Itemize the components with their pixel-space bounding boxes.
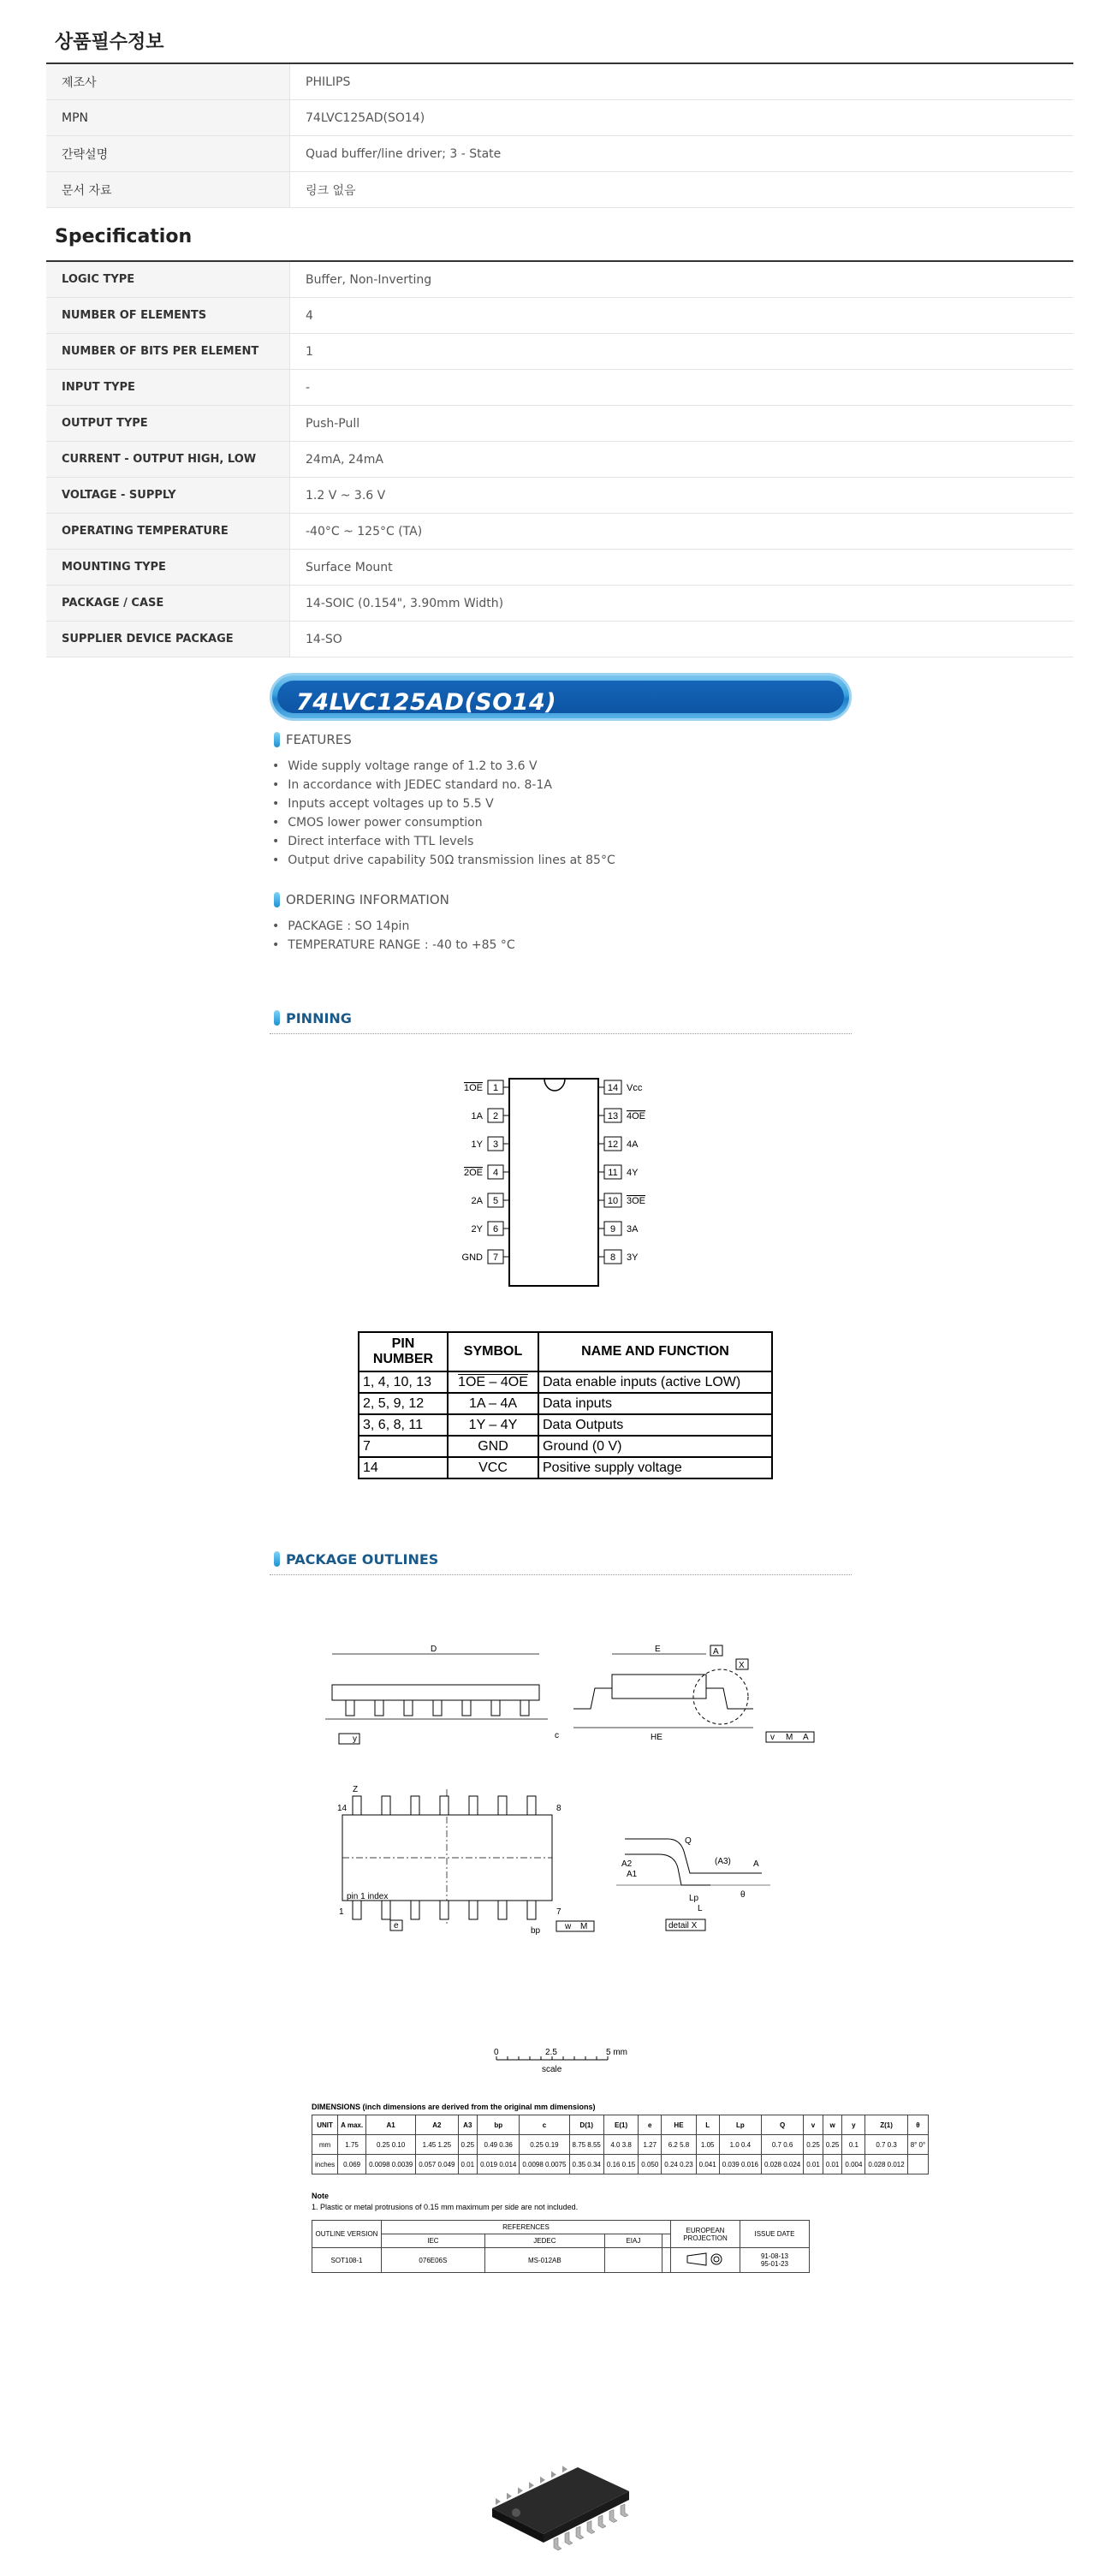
- label-n14: 14: [337, 1804, 348, 1813]
- label-x: X: [739, 1661, 745, 1670]
- info-value: 링크 없음: [290, 172, 1074, 208]
- pin-num-right: 10: [607, 1196, 619, 1206]
- feature-item: • Output drive capability 50Ω transmission lines at 85°C: [272, 851, 615, 870]
- chip-package-illustration: [484, 2457, 638, 2555]
- projection-icon: [684, 2252, 727, 2267]
- dim-cell: 0.004: [842, 2155, 865, 2174]
- top-lead-upper: [527, 1796, 536, 1815]
- label-a-detail: A: [753, 1859, 759, 1869]
- label-a-ref: A: [803, 1733, 809, 1742]
- top-lead-upper: [469, 1796, 478, 1815]
- pin-table-row: [359, 1393, 772, 1414]
- info-label: 제조사: [46, 63, 290, 100]
- spec-label: MOUNTING TYPE: [46, 550, 290, 586]
- label-pin1: pin 1 index: [347, 1892, 389, 1901]
- label-e-dim: E: [655, 1645, 661, 1654]
- ordering-item: • PACKAGE : SO 14pin: [272, 917, 515, 936]
- pin-name-right: Vcc: [627, 1083, 643, 1093]
- label-n8: 8: [556, 1804, 561, 1813]
- function-cell: Ground (0 V): [538, 1436, 772, 1457]
- dim-cell: A2: [416, 2115, 458, 2135]
- dim-cell: E(1): [603, 2115, 638, 2135]
- dim-cell: 0.01: [823, 2155, 842, 2174]
- pin-table-row: [359, 1457, 772, 1478]
- pin-name-left: 1A: [471, 1111, 483, 1121]
- info-row: [46, 172, 1073, 208]
- chip-leg-back: [507, 2493, 512, 2500]
- dim-cell: 0.7 0.3: [865, 2135, 907, 2155]
- pin-table-row: [359, 1371, 772, 1393]
- dim-cell: D(1): [569, 2115, 603, 2135]
- spec-row: [46, 442, 1073, 478]
- label-a2: A2: [621, 1859, 633, 1869]
- spec-value: 1.2 V ~ 3.6 V: [290, 478, 1074, 514]
- label-a3: (A3): [715, 1857, 731, 1866]
- side-lead: [462, 1700, 471, 1716]
- dim-cell: 0.01: [804, 2155, 823, 2174]
- top-lead-upper: [498, 1796, 507, 1815]
- pin-number-header: PIN NUMBER: [359, 1332, 448, 1371]
- info-value: Quad buffer/line driver; 3 - State: [290, 136, 1074, 172]
- chip-leg-back: [562, 2466, 567, 2472]
- pin-number-cell: 1, 4, 10, 13: [359, 1371, 448, 1393]
- ordering-item: • TEMPERATURE RANGE : -40 to +85 °C: [272, 936, 515, 955]
- spec-label: PACKAGE / CASE: [46, 586, 290, 622]
- detail-lead-bottom: [625, 1854, 710, 1885]
- pin-name-left: 2A: [471, 1196, 483, 1206]
- feature-item: • Wide supply voltage range of 1.2 to 3.6 V: [272, 757, 615, 776]
- function-cell: Data inputs: [538, 1393, 772, 1414]
- ordering-pill-icon: [274, 892, 280, 907]
- pin-num-right: 11: [608, 1168, 618, 1178]
- label-theta: θ: [740, 1890, 746, 1900]
- label-w: w: [565, 1922, 572, 1931]
- pin-name-right: 3Y: [627, 1252, 639, 1263]
- dim-row: [312, 2115, 929, 2135]
- dim-cell: A1: [366, 2115, 416, 2135]
- pin-num-right: 13: [607, 1111, 619, 1121]
- label-v: v: [770, 1733, 775, 1742]
- label-detail-x: detail X: [668, 1921, 698, 1931]
- info-value: PHILIPS: [290, 63, 1074, 100]
- chip-leg-back: [529, 2482, 534, 2489]
- dim-cell: 0.25: [804, 2135, 823, 2155]
- top-lead-upper: [382, 1796, 390, 1815]
- spec-value: -: [290, 370, 1074, 406]
- dim-cell: Q: [761, 2115, 803, 2135]
- outlines-heading: PACKAGE OUTLINES: [286, 1551, 439, 1568]
- top-lead-lower: [353, 1901, 361, 1919]
- dim-cell: A3: [458, 2115, 478, 2135]
- info-label: MPN: [46, 100, 290, 136]
- spec-value: 14-SO: [290, 622, 1074, 657]
- side-lead: [404, 1700, 413, 1716]
- pinning-pill-icon: [274, 1010, 280, 1026]
- label-m: M: [786, 1733, 793, 1742]
- dim-cell: mm: [312, 2135, 338, 2155]
- label-y: y: [353, 1734, 357, 1744]
- top-lead-lower: [469, 1901, 478, 1919]
- symbol-cell: GND: [448, 1436, 538, 1457]
- spec-label: LOGIC TYPE: [46, 261, 290, 298]
- pin-name-right: 4Y: [627, 1168, 639, 1178]
- feature-item: • In accordance with JEDEC standard no. 8-1A: [272, 776, 615, 794]
- ov-header: OUTLINE VERSION: [312, 2221, 382, 2248]
- pin-num-left: 4: [492, 1168, 499, 1178]
- info-value: 74LVC125AD(SO14): [290, 100, 1074, 136]
- pin-num-left: 5: [492, 1196, 499, 1206]
- feature-item: • CMOS lower power consumption: [272, 813, 615, 832]
- tolerance-box-w: [556, 1921, 594, 1931]
- ref-header: REFERENCES: [382, 2221, 671, 2234]
- label-n7: 7: [556, 1907, 561, 1917]
- spec-section-title: Specification: [55, 226, 193, 247]
- dim-cell: L: [696, 2115, 719, 2135]
- label-bp: bp: [531, 1926, 541, 1936]
- dim-cell: 0.25 0.10: [366, 2135, 416, 2155]
- spec-label: OPERATING TEMPERATURE: [46, 514, 290, 550]
- dim-cell: 0.028 0.012: [865, 2155, 907, 2174]
- spec-label: NUMBER OF ELEMENTS: [46, 298, 290, 334]
- dim-cell: 8° 0°: [907, 2135, 929, 2155]
- jedec-value: MS-012AB: [484, 2248, 604, 2273]
- label-l: L: [698, 1904, 703, 1913]
- chip-leg-front: [587, 2521, 595, 2534]
- pin-function-table: [358, 1331, 773, 1479]
- scale-label-mid: 2.5: [545, 2048, 557, 2057]
- chip-leg-front: [576, 2526, 584, 2539]
- pin-num-left: 3: [492, 1139, 499, 1150]
- spec-row: [46, 298, 1073, 334]
- outline-version-table: [312, 2220, 810, 2273]
- ref-blank: [662, 2234, 670, 2248]
- outlines-divider: [270, 1574, 852, 1575]
- symbol-cell: 1Y – 4Y: [448, 1414, 538, 1436]
- label-m2: M: [580, 1922, 588, 1931]
- label-z: Z: [353, 1785, 359, 1794]
- dim-cell: 0.0098 0.0075: [520, 2155, 569, 2174]
- top-lead-lower: [411, 1901, 419, 1919]
- spec-label: CURRENT - OUTPUT HIGH, LOW: [46, 442, 290, 478]
- pin-name-left: 2Y: [471, 1224, 483, 1234]
- chip-pin1-dot: [512, 2508, 520, 2517]
- dim-title: DIMENSIONS (inch dimensions are derived from the original mm dimensions): [312, 2103, 596, 2111]
- info-label: 문서 자료: [46, 172, 290, 208]
- label-datum-a: A: [713, 1647, 719, 1657]
- end-lead-left: [573, 1688, 612, 1709]
- dim-cell: [907, 2155, 929, 2174]
- pinning-divider: [270, 1033, 852, 1034]
- dim-cell: θ: [907, 2115, 929, 2135]
- pin-num-right: 8: [609, 1252, 616, 1263]
- features-list: [272, 757, 615, 870]
- side-lead: [520, 1700, 529, 1716]
- note-text: 1. Plastic or metal protrusions of 0.15 mm maximum per side are not included.: [312, 2203, 579, 2211]
- right-pins-group: [598, 1080, 645, 1264]
- info-label: 간략설명: [46, 136, 290, 172]
- jedec-header: JEDEC: [484, 2234, 604, 2248]
- spec-value: 1: [290, 334, 1074, 370]
- pinning-heading: PINNING: [286, 1010, 352, 1026]
- dim-cell: 0.050: [639, 2155, 662, 2174]
- dim-cell: 1.75: [338, 2135, 366, 2155]
- top-lead-lower: [382, 1901, 390, 1919]
- projection-symbol: [671, 2248, 740, 2273]
- dim-cell: inches: [312, 2155, 338, 2174]
- pin-name-right: 3A: [627, 1224, 639, 1234]
- function-cell: Data Outputs: [538, 1414, 772, 1436]
- pin-name-right: 4OE: [627, 1111, 646, 1121]
- pin-number-cell: 2, 5, 9, 12: [359, 1393, 448, 1414]
- info-row: [46, 63, 1073, 100]
- dim-cell: 6.2 5.8: [662, 2135, 696, 2155]
- date-value: [740, 2248, 810, 2273]
- dim-cell: 1.27: [639, 2135, 662, 2155]
- top-lead-upper: [353, 1796, 361, 1815]
- side-lead: [491, 1700, 500, 1716]
- pin-num-right: 9: [609, 1224, 616, 1234]
- spec-row: [46, 550, 1073, 586]
- pin-number-cell: 7: [359, 1436, 448, 1457]
- info-table: [46, 62, 1073, 208]
- scale-label-0: 0: [494, 2048, 499, 2057]
- dim-cell: Z(1): [865, 2115, 907, 2135]
- spec-label: SUPPLIER DEVICE PACKAGE: [46, 622, 290, 657]
- top-lead-lower: [440, 1901, 449, 1919]
- spec-label: VOLTAGE - SUPPLY: [46, 478, 290, 514]
- top-lead-lower: [498, 1901, 507, 1919]
- info-section-title: 상품필수정보: [55, 32, 164, 53]
- label-d: D: [431, 1645, 437, 1654]
- eiaj-value: [604, 2248, 662, 2273]
- dimensions-table: [312, 2115, 929, 2174]
- spec-table: [46, 260, 1073, 657]
- dim-cell: 1.45 1.25: [416, 2135, 458, 2155]
- iec-header: IEC: [382, 2234, 485, 2248]
- dim-cell: bp: [478, 2115, 520, 2135]
- dim-cell: c: [520, 2115, 569, 2135]
- pin-name-left: 1OE: [463, 1083, 483, 1093]
- dim-row: [312, 2135, 929, 2155]
- date-value-1: 91-08-13: [760, 2252, 789, 2260]
- function-cell: Data enable inputs (active LOW): [538, 1371, 772, 1393]
- dim-cell: w: [823, 2115, 842, 2135]
- dim-cell: 0.25 0.19: [520, 2135, 569, 2155]
- date-header: ISSUE DATE: [740, 2221, 810, 2248]
- dim-cell: 4.0 3.8: [603, 2135, 638, 2155]
- spec-row: [46, 261, 1073, 298]
- note-title: Note: [312, 2192, 329, 2200]
- dim-cell: v: [804, 2115, 823, 2135]
- pin-number-cell: 14: [359, 1457, 448, 1478]
- dim-cell: 0.039 0.016: [719, 2155, 761, 2174]
- label-q: Q: [685, 1836, 692, 1846]
- spec-value: Surface Mount: [290, 550, 1074, 586]
- chip-leg-back: [540, 2477, 545, 2484]
- pin-table-row: [359, 1436, 772, 1457]
- dim-cell: 0.069: [338, 2155, 366, 2174]
- proj-header: EUROPEAN PROJECTION: [671, 2221, 740, 2248]
- top-lead-lower: [527, 1901, 536, 1919]
- package-outline-drawing: [308, 1644, 822, 1986]
- feature-item: • Direct interface with TTL levels: [272, 832, 615, 851]
- iec-value: 076E06S: [382, 2248, 485, 2273]
- dim-cell: 0.49 0.36: [478, 2135, 520, 2155]
- side-lead: [433, 1700, 442, 1716]
- side-lead: [346, 1700, 354, 1716]
- scale-word: scale: [542, 2065, 562, 2074]
- symbol-header: SYMBOL: [448, 1332, 538, 1371]
- label-e: e: [394, 1921, 399, 1931]
- pin-num-right: 14: [607, 1083, 619, 1093]
- features-pill-icon: [274, 732, 280, 747]
- pinning-diagram: [428, 1070, 685, 1301]
- side-lead: [375, 1700, 383, 1716]
- pin-num-left: 6: [492, 1224, 499, 1234]
- dim-cell: 0.019 0.014: [478, 2155, 520, 2174]
- pin-number-cell: 3, 6, 8, 11: [359, 1414, 448, 1436]
- scale-label-end: 5 mm: [606, 2048, 627, 2057]
- eiaj-header: EIAJ: [604, 2234, 662, 2248]
- detail-lead-top: [625, 1839, 762, 1873]
- spec-row: [46, 514, 1073, 550]
- spec-value: Push-Pull: [290, 406, 1074, 442]
- dim-cell: 0.1: [842, 2135, 865, 2155]
- ordering-heading: ORDERING INFORMATION: [286, 892, 449, 907]
- top-lead-upper: [411, 1796, 419, 1815]
- label-he: HE: [651, 1733, 662, 1742]
- spec-row: [46, 622, 1073, 657]
- dim-cell: 1.05: [696, 2135, 719, 2155]
- spec-value: -40°C ~ 125°C (TA): [290, 514, 1074, 550]
- feature-item: • Inputs accept voltages up to 5.5 V: [272, 794, 615, 813]
- spec-row: [46, 586, 1073, 622]
- ref-blank-value: [662, 2248, 670, 2273]
- spec-label: OUTPUT TYPE: [46, 406, 290, 442]
- spec-value: Buffer, Non-Inverting: [290, 261, 1074, 298]
- spec-row: [46, 334, 1073, 370]
- outlines-pill-icon: [274, 1551, 280, 1567]
- spec-value: 14-SOIC (0.154", 3.90mm Width): [290, 586, 1074, 622]
- info-row: [46, 136, 1073, 172]
- dim-row: [312, 2155, 929, 2174]
- spec-value: 4: [290, 298, 1074, 334]
- info-row: [46, 100, 1073, 136]
- dim-cell: 0.7 0.6: [761, 2135, 803, 2155]
- spec-row: [46, 478, 1073, 514]
- label-c: c: [555, 1731, 559, 1740]
- dim-cell: 1.0 0.4: [719, 2135, 761, 2155]
- dim-cell: 0.16 0.15: [603, 2155, 638, 2174]
- chip-leg-front: [598, 2515, 606, 2528]
- label-n1: 1: [339, 1907, 344, 1917]
- dim-cell: UNIT: [312, 2115, 338, 2135]
- dim-cell: 0.0098 0.0039: [366, 2155, 416, 2174]
- spec-row: [46, 406, 1073, 442]
- label-a1: A1: [627, 1870, 638, 1879]
- chip-leg-front: [621, 2504, 628, 2517]
- chip-leg-back: [496, 2498, 501, 2505]
- dim-cell: 0.25: [458, 2135, 478, 2155]
- part-banner-inner: [277, 681, 844, 716]
- pin-name-right: 3OE: [627, 1196, 646, 1206]
- spec-label: INPUT TYPE: [46, 370, 290, 406]
- chip-leg-front: [565, 2532, 573, 2545]
- date-value-2: 95-01-23: [760, 2260, 789, 2268]
- pin-num-right: 12: [607, 1139, 619, 1150]
- part-banner: [270, 673, 852, 721]
- spec-value: 24mA, 24mA: [290, 442, 1074, 478]
- pin-num-left: 2: [492, 1111, 499, 1121]
- spec-label: NUMBER OF BITS PER ELEMENT: [46, 334, 290, 370]
- symbol-cell: 1OE – 4OE: [448, 1371, 538, 1393]
- function-cell: Positive supply voltage: [538, 1457, 772, 1478]
- chip-leg-front: [609, 2510, 617, 2523]
- symbol-cell: VCC: [448, 1457, 538, 1478]
- chip-leg-front: [554, 2537, 561, 2550]
- top-lead-upper: [440, 1796, 449, 1815]
- dim-cell: Lp: [719, 2115, 761, 2135]
- dim-cell: 0.35 0.34: [569, 2155, 603, 2174]
- end-body: [612, 1675, 706, 1698]
- dim-cell: 0.24 0.23: [662, 2155, 696, 2174]
- pin-name-left: GND: [461, 1252, 483, 1263]
- pin-name-left: 1Y: [471, 1139, 483, 1150]
- symbol-cell: 1A – 4A: [448, 1393, 538, 1414]
- dim-cell: 0.041: [696, 2155, 719, 2174]
- dim-cell: y: [842, 2115, 865, 2135]
- pin-name-right: 4A: [627, 1139, 639, 1150]
- dim-cell: A max.: [338, 2115, 366, 2135]
- dim-cell: HE: [662, 2115, 696, 2135]
- pin-name-left: 2OE: [463, 1168, 483, 1178]
- features-heading: FEATURES: [286, 732, 352, 747]
- pin-num-left: 1: [492, 1083, 499, 1093]
- dim-cell: 0.25: [823, 2135, 842, 2155]
- part-banner-title: 74LVC125AD(SO14): [296, 689, 557, 716]
- function-header: NAME AND FUNCTION: [538, 1332, 772, 1371]
- dim-cell: 0.028 0.024: [761, 2155, 803, 2174]
- scale-bar: [479, 2044, 651, 2079]
- dim-cell: 0.057 0.049: [416, 2155, 458, 2174]
- pin-num-left: 7: [492, 1252, 499, 1263]
- dim-cell: e: [639, 2115, 662, 2135]
- dim-cell: 0.01: [458, 2155, 478, 2174]
- ov-value: SOT108-1: [312, 2248, 382, 2273]
- chip-leg-back: [518, 2487, 523, 2494]
- label-lp: Lp: [689, 1894, 699, 1903]
- side-leads-group: [346, 1700, 529, 1716]
- chip-leg-back: [551, 2472, 556, 2478]
- dim-cell: 8.75 8.55: [569, 2135, 603, 2155]
- ordering-list: [272, 917, 515, 955]
- pin-table-row: [359, 1414, 772, 1436]
- left-pins-group: [462, 1080, 509, 1264]
- chip-body: [509, 1079, 598, 1286]
- spec-row: [46, 370, 1073, 406]
- side-body: [332, 1685, 539, 1700]
